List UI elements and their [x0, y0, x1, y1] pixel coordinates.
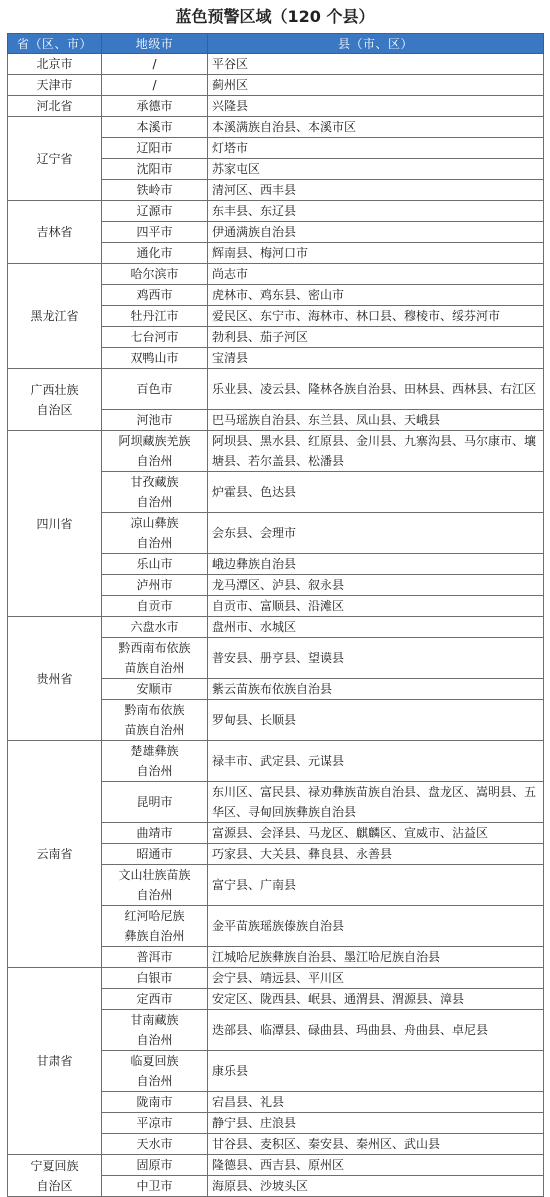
- county-cell: 宝清县: [208, 348, 544, 369]
- city-cell: 普洱市: [102, 947, 208, 968]
- city-cell: 黔西南布依族 苗族自治州: [102, 638, 208, 679]
- county-cell: 海原县、沙坡头区: [208, 1176, 544, 1197]
- city-cell: 沈阳市: [102, 159, 208, 180]
- city-cell: 甘南藏族 自治州: [102, 1010, 208, 1051]
- city-cell: /: [102, 54, 208, 75]
- city-cell: 红河哈尼族 彝族自治州: [102, 906, 208, 947]
- city-cell: 凉山彝族 自治州: [102, 513, 208, 554]
- city-cell: 自贡市: [102, 596, 208, 617]
- header-row: [8, 34, 544, 54]
- table-row: [8, 96, 544, 117]
- province-cell: 四川省: [8, 431, 102, 617]
- county-cell: 炉霍县、色达县: [208, 472, 544, 513]
- county-cell: 辉南县、梅河口市: [208, 243, 544, 264]
- county-cell: 迭部县、临潭县、碌曲县、玛曲县、舟曲县、卓尼县: [208, 1010, 544, 1051]
- warning-table: [7, 33, 544, 1197]
- city-cell: 本溪市: [102, 117, 208, 138]
- table-row: [8, 264, 544, 285]
- province-cell: 北京市: [8, 54, 102, 75]
- county-cell: 金平苗族瑶族傣族自治县: [208, 906, 544, 947]
- province-cell: 贵州省: [8, 617, 102, 741]
- table-row: [8, 617, 544, 638]
- county-cell: 巧家县、大关县、彝良县、永善县: [208, 844, 544, 865]
- table-header: [8, 34, 544, 54]
- city-cell: 安顺市: [102, 679, 208, 700]
- county-cell: 巴马瑶族自治县、东兰县、凤山县、天峨县: [208, 410, 544, 431]
- county-cell: 本溪满族自治县、本溪市区: [208, 117, 544, 138]
- county-cell: 蓟州区: [208, 75, 544, 96]
- city-cell: 铁岭市: [102, 180, 208, 201]
- city-cell: 天水市: [102, 1134, 208, 1155]
- province-cell: 辽宁省: [8, 117, 102, 201]
- county-cell: 兴隆县: [208, 96, 544, 117]
- province-cell: 广西壮族 自治区: [8, 369, 102, 431]
- city-cell: 黔南布依族 苗族自治州: [102, 700, 208, 741]
- county-cell: 静宁县、庄浪县: [208, 1113, 544, 1134]
- county-cell: 清河区、西丰县: [208, 180, 544, 201]
- table-row: [8, 117, 544, 138]
- city-cell: 临夏回族 自治州: [102, 1051, 208, 1092]
- county-cell: 乐业县、凌云县、隆林各族自治县、田林县、西林县、右江区: [208, 369, 544, 410]
- county-cell: 隆德县、西吉县、原州区: [208, 1155, 544, 1176]
- header-province: 省（区、市）: [8, 34, 102, 54]
- county-cell: 龙马潭区、泸县、叙永县: [208, 575, 544, 596]
- city-cell: 河池市: [102, 410, 208, 431]
- table-row: [8, 1155, 544, 1176]
- city-cell: 楚雄彝族 自治州: [102, 741, 208, 782]
- province-cell: 宁夏回族 自治区: [8, 1155, 102, 1197]
- county-cell: 罗甸县、长顺县: [208, 700, 544, 741]
- table-row: [8, 369, 544, 410]
- county-cell: 东丰县、东辽县: [208, 201, 544, 222]
- city-cell: 双鸭山市: [102, 348, 208, 369]
- city-cell: 牡丹江市: [102, 306, 208, 327]
- county-cell: 江城哈尼族彝族自治县、墨江哈尼族自治县: [208, 947, 544, 968]
- county-cell: 平谷区: [208, 54, 544, 75]
- city-cell: 泸州市: [102, 575, 208, 596]
- county-cell: 虎林市、鸡东县、密山市: [208, 285, 544, 306]
- province-cell: 甘肃省: [8, 968, 102, 1155]
- city-cell: 曲靖市: [102, 823, 208, 844]
- city-cell: 六盘水市: [102, 617, 208, 638]
- city-cell: 陇南市: [102, 1092, 208, 1113]
- city-cell: 通化市: [102, 243, 208, 264]
- city-cell: 哈尔滨市: [102, 264, 208, 285]
- province-cell: 河北省: [8, 96, 102, 117]
- city-cell: 平凉市: [102, 1113, 208, 1134]
- header-city: 地级市: [102, 34, 208, 54]
- province-cell: 天津市: [8, 75, 102, 96]
- county-cell: 甘谷县、麦积区、秦安县、秦州区、武山县: [208, 1134, 544, 1155]
- county-cell: 康乐县: [208, 1051, 544, 1092]
- county-cell: 伊通满族自治县: [208, 222, 544, 243]
- city-cell: 固原市: [102, 1155, 208, 1176]
- city-cell: 甘孜藏族 自治州: [102, 472, 208, 513]
- city-cell: 四平市: [102, 222, 208, 243]
- table-row: [8, 201, 544, 222]
- county-cell: 安定区、陇西县、岷县、通渭县、渭源县、漳县: [208, 989, 544, 1010]
- province-cell: 云南省: [8, 741, 102, 968]
- city-cell: 中卫市: [102, 1176, 208, 1197]
- city-cell: 辽源市: [102, 201, 208, 222]
- city-cell: 白银市: [102, 968, 208, 989]
- county-cell: 勃利县、茄子河区: [208, 327, 544, 348]
- city-cell: 阿坝藏族羌族 自治州: [102, 431, 208, 472]
- county-cell: 普安县、册亨县、望谟县: [208, 638, 544, 679]
- county-cell: 尚志市: [208, 264, 544, 285]
- county-cell: 爱民区、东宁市、海林市、林口县、穆棱市、绥芬河市: [208, 306, 544, 327]
- county-cell: 自贡市、富顺县、沿滩区: [208, 596, 544, 617]
- city-cell: 辽阳市: [102, 138, 208, 159]
- province-cell: 黑龙江省: [8, 264, 102, 369]
- city-cell: 昆明市: [102, 782, 208, 823]
- city-cell: 鸡西市: [102, 285, 208, 306]
- county-cell: 东川区、富民县、禄劝彝族苗族自治县、盘龙区、嵩明县、五华区、寻甸回族彝族自治县: [208, 782, 544, 823]
- county-cell: 会东县、会理市: [208, 513, 544, 554]
- county-cell: 宕昌县、礼县: [208, 1092, 544, 1113]
- county-cell: 紫云苗族布依族自治县: [208, 679, 544, 700]
- city-cell: 乐山市: [102, 554, 208, 575]
- city-cell: 定西市: [102, 989, 208, 1010]
- city-cell: 承德市: [102, 96, 208, 117]
- table-row: [8, 54, 544, 75]
- county-cell: 阿坝县、黑水县、红原县、金川县、九寨沟县、马尔康市、壤塘县、若尔盖县、松潘县: [208, 431, 544, 472]
- table-body: [8, 54, 544, 1197]
- county-cell: 峨边彝族自治县: [208, 554, 544, 575]
- county-cell: 盘州市、水城区: [208, 617, 544, 638]
- county-cell: 灯塔市: [208, 138, 544, 159]
- city-cell: /: [102, 75, 208, 96]
- city-cell: 昭通市: [102, 844, 208, 865]
- province-cell: 吉林省: [8, 201, 102, 264]
- city-cell: 七台河市: [102, 327, 208, 348]
- county-cell: 禄丰市、武定县、元谋县: [208, 741, 544, 782]
- county-cell: 会宁县、靖远县、平川区: [208, 968, 544, 989]
- county-cell: 富源县、会泽县、马龙区、麒麟区、宣威市、沾益区: [208, 823, 544, 844]
- county-cell: 苏家屯区: [208, 159, 544, 180]
- header-county: 县（市、区）: [208, 34, 544, 54]
- table-row: [8, 968, 544, 989]
- table-row: [8, 75, 544, 96]
- city-cell: 百色市: [102, 369, 208, 410]
- table-row: [8, 741, 544, 782]
- county-cell: 富宁县、广南县: [208, 865, 544, 906]
- table-row: [8, 431, 544, 472]
- city-cell: 文山壮族苗族 自治州: [102, 865, 208, 906]
- page-title: 蓝色预警区域（120 个县）: [175, 7, 375, 26]
